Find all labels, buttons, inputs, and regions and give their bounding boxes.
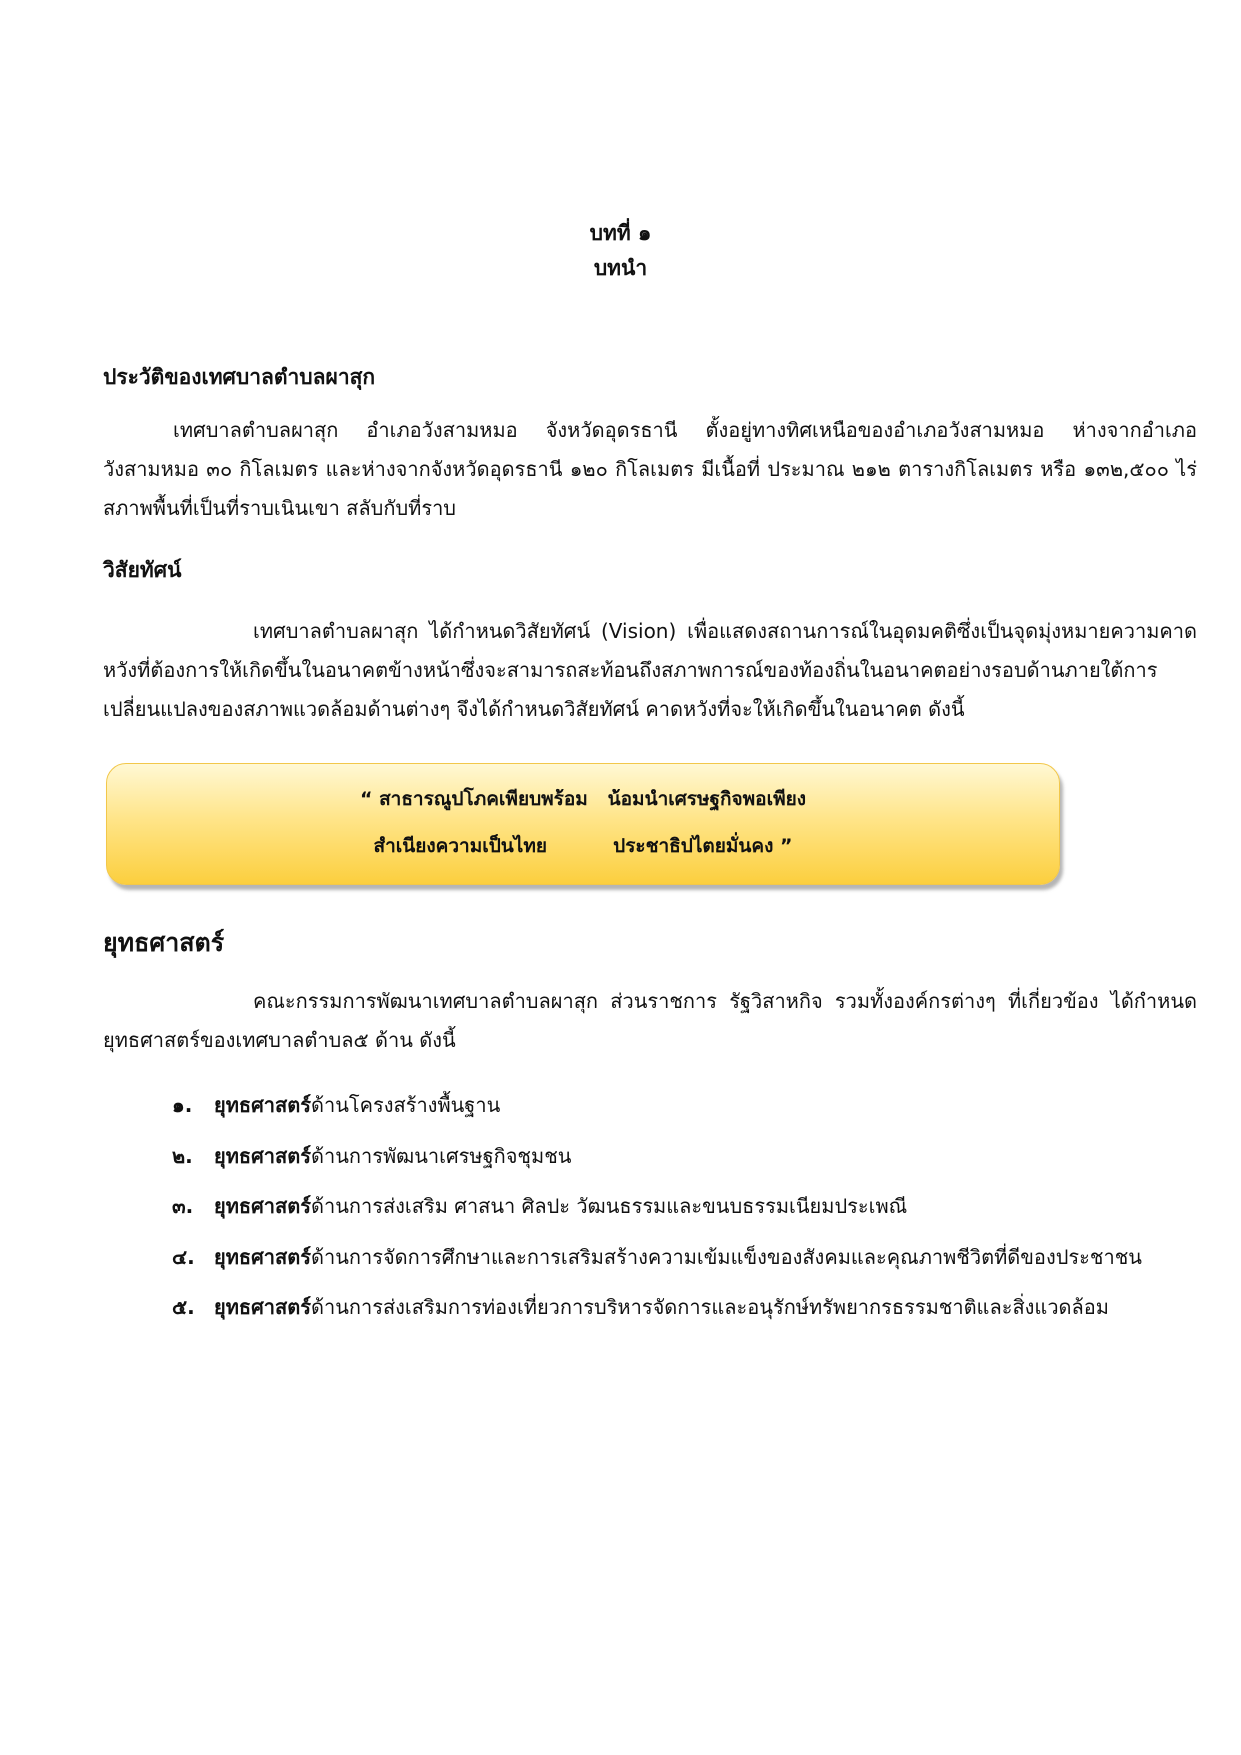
strategy-item-lead: ยุทธศาสตร์ bbox=[214, 1143, 311, 1168]
strategy-paragraph bbox=[103, 982, 1197, 1060]
strategy-item-text: ด้านการส่งเสริม ศาสนา ศิลปะ วัฒนธรรมและขนบธรรมเนียมประเพณี bbox=[310, 1194, 908, 1218]
strategy-item-text: ด้านโครงสร้างพื้นฐาน bbox=[310, 1093, 501, 1117]
strategy-heading: ยุทธศาสตร์ bbox=[103, 928, 225, 957]
strategy-item-number: ๑. bbox=[172, 1093, 193, 1117]
chapter-number: บทที่ ๑ bbox=[589, 221, 652, 245]
vision-heading: วิสัยทัศน์ bbox=[103, 558, 182, 582]
strategy-item-lead: ยุทธศาสตร์ bbox=[214, 1295, 311, 1319]
history-heading: ประวัติของเทศบาลตำบลผาสุก bbox=[103, 365, 376, 389]
strategy-item bbox=[172, 1294, 1142, 1345]
vision-text: เทศบาลตำบลผาสุก ได้กำหนดวิสัยทัศน์ (Vision) เพื่อแสดงสถานการณ์ในอุดมคติซึ่งเป็นจุดมุ่งหมายความคาดหวังที่ต้องการให้เกิดขึ้นในอนาคตข้างหน้าซึ่งจะสามารถสะท้อนถึงสภาพการณ์ของท้องถิ่นในอนาคตอย่างรอบด้านภายใต้การเปลี่ยนแปลงของสภาพแวดล้อมด้านต่างๆ จึงได้กำหนดวิสัยทัศน์ คาดหวังที่จะให้เกิดขึ้นในอนาคต ดังนี้ bbox=[103, 619, 1197, 721]
strategy-item-text: ด้านการพัฒนาเศรษฐกิจชุมชน bbox=[310, 1143, 572, 1168]
strategy-item-lead: ยุทธศาสตร์ bbox=[214, 1093, 311, 1117]
strategy-item bbox=[172, 1143, 1142, 1194]
vision-paragraph bbox=[103, 612, 1197, 729]
strategy-item-number: ๓. bbox=[172, 1194, 194, 1218]
history-text: เทศบาลตำบลผาสุก อำเภอวังสามหมอ จังหวัดอุดรธานี ตั้งอยู่ทางทิศเหนือของอำเภอวังสามหมอ ห่างจากอำเภอวังสามหมอ ๓๐ กิโลเมตร และห่างจากจังหวัดอุดรธานี ๑๒๐ กิโลเมตร มีเนื้อที่ ประมาณ ๒๑๒ ตารางกิโลเมตร หรือ ๑๓๒,๕๐๐ ไร่ สภาพพื้นที่เป็นที่ราบเนินเขา สลับกับที่ราบ bbox=[103, 418, 1197, 520]
strategy-item-number: ๕. bbox=[172, 1295, 195, 1319]
vision-statement-box bbox=[106, 763, 1060, 885]
strategy-text: คณะกรรมการพัฒนาเทศบาลตำบลผาสุก ส่วนราชการ รัฐวิสาหกิจ รวมทั้งองค์กรต่างๆ ที่เกี่ยวข้อง ได้กำหนดยุทธศาสตร์ของเทศบาลตำบล๕ ด้าน ดังนี้ bbox=[103, 989, 1197, 1052]
history-paragraph bbox=[103, 411, 1197, 528]
strategy-item-text: ด้านการส่งเสริมการท่องเที่ยวการบริหารจัดการและอนุรักษ์ทรัพยากรธรรมชาติและสิ่งแวดล้อม bbox=[310, 1295, 1109, 1319]
strategy-item-number: ๔. bbox=[172, 1244, 195, 1269]
strategy-item bbox=[172, 1193, 1142, 1244]
strategy-item-lead: ยุทธศาสตร์ bbox=[214, 1194, 311, 1218]
strategy-item-number: ๒. bbox=[172, 1143, 193, 1168]
vision-statement-line-2: สำเนียงความเป็นไทย ประชาธิปไตยมั่นคง ” bbox=[373, 835, 793, 857]
strategy-item bbox=[172, 1092, 1142, 1143]
chapter-title: บทนำ bbox=[593, 256, 648, 280]
strategy-item bbox=[172, 1244, 1142, 1295]
strategy-item-lead: ยุทธศาสตร์ bbox=[214, 1244, 311, 1269]
strategy-item-text: ด้านการจัดการศึกษาและการเสริมสร้างความเข้มแข็งของสังคมและคุณภาพชีวิตที่ดีของประชาชน bbox=[310, 1244, 1142, 1269]
vision-statement-line-1: “ สาธารณูปโภคเพียบพร้อม น้อมนำเศรษฐกิจพอเพียง bbox=[359, 788, 807, 810]
strategy-list bbox=[172, 1092, 1142, 1345]
